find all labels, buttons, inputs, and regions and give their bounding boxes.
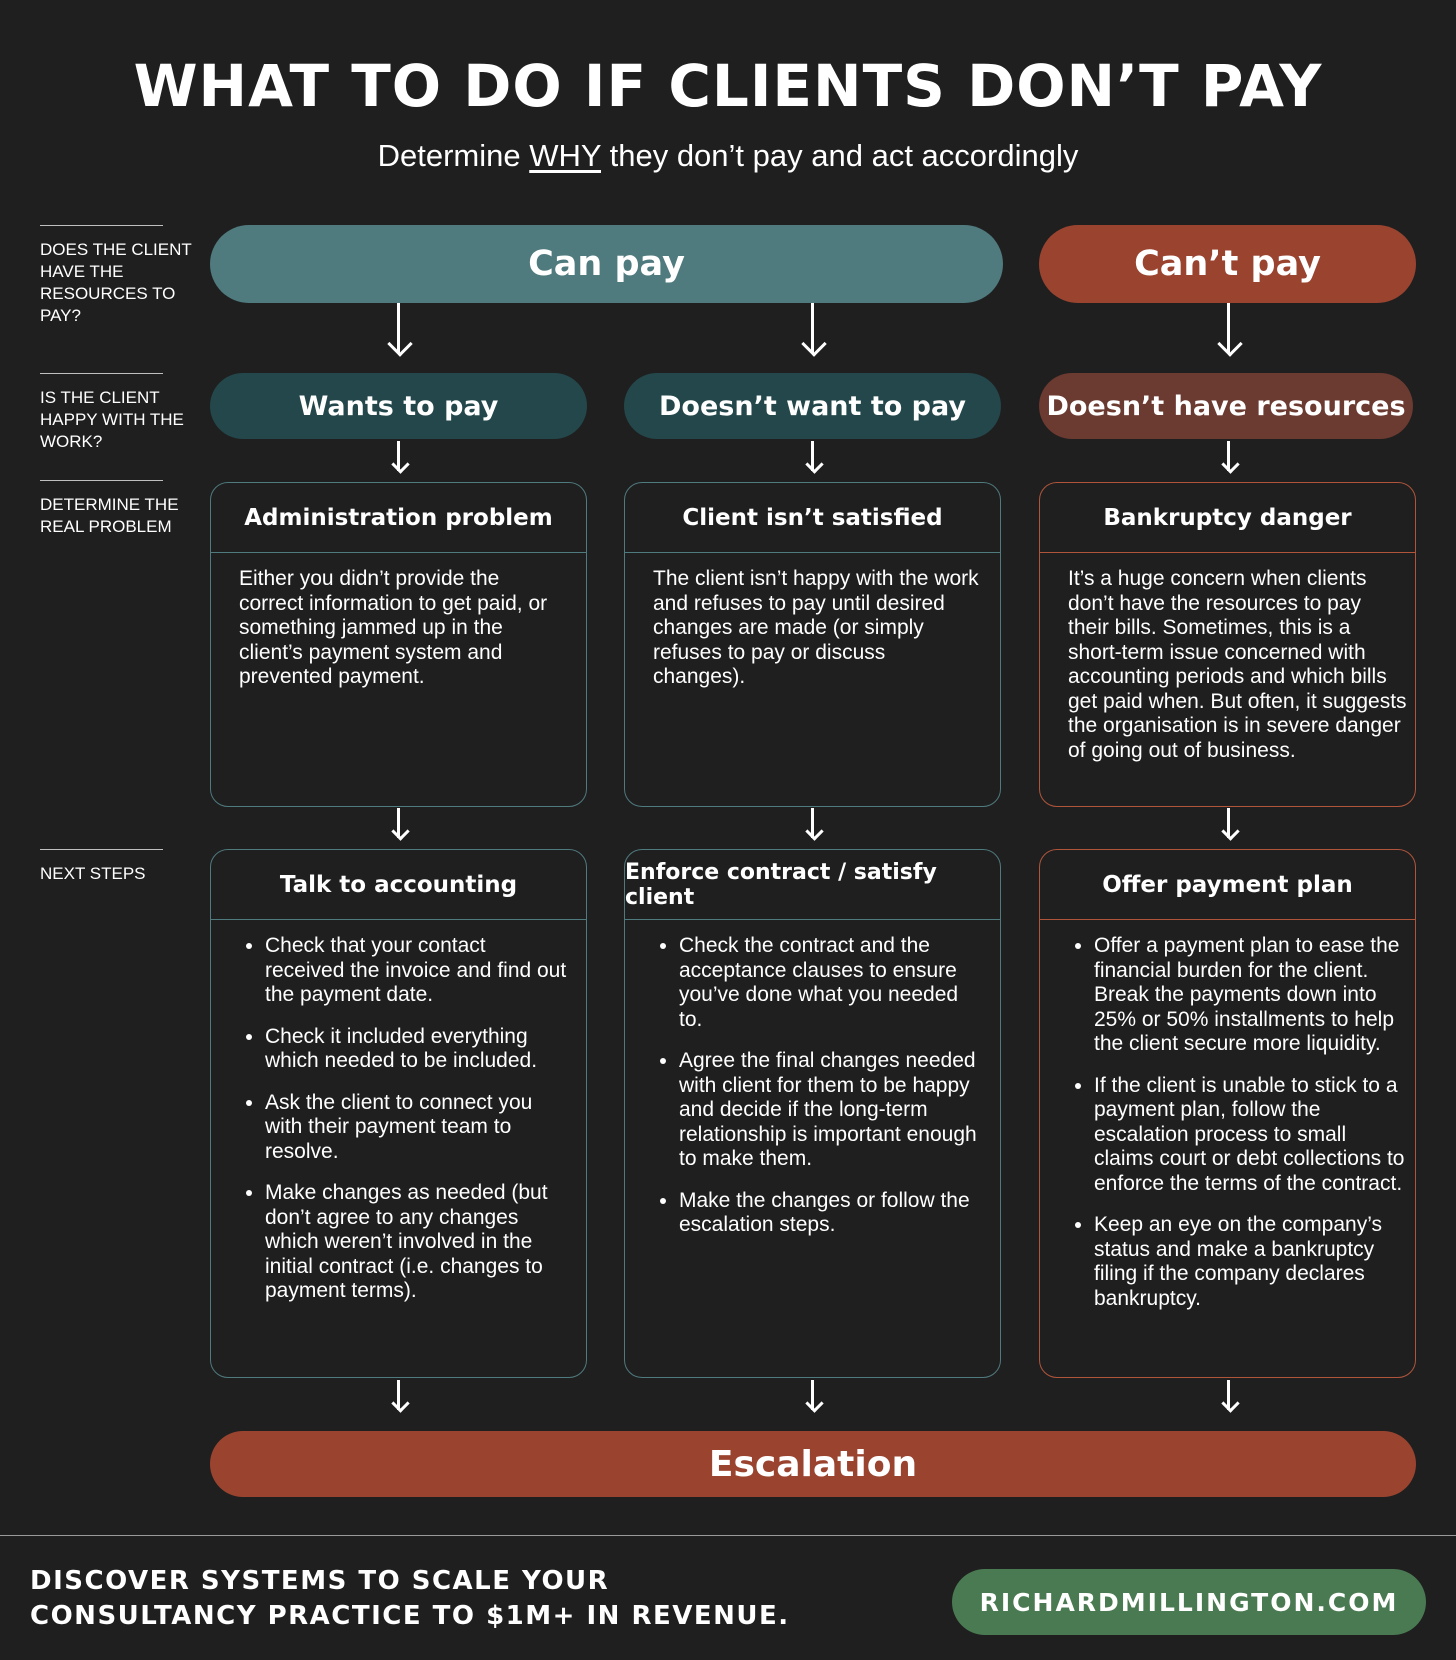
step-item: • Check it included everything which needed to be included.: [265, 1025, 568, 1074]
arrow-down-icon: [397, 1380, 400, 1410]
step-item: • Offer a payment plan to ease the financial burden for the client. Break the payments down into 25% or 50% installments to help the client secure more liquidity.: [1094, 934, 1405, 1057]
row-label-problem: DETERMINE THE REAL PROBLEM: [40, 494, 200, 538]
page-subtitle: [0, 138, 1456, 174]
step-card-accounting: [210, 849, 587, 1378]
step-item: • If the client is unable to stick to a payment plan, follow the escalation process to small claims court or debt collections to enforce the terms of the contract.: [1094, 1074, 1405, 1197]
step-item: • Make the changes or follow the escalation steps.: [679, 1189, 982, 1238]
page-title: WHAT TO DO IF CLIENTS DON’T PAY: [133, 52, 1323, 120]
step-card-title: Talk to accounting: [211, 850, 586, 920]
arrow-down-icon: [811, 303, 814, 353]
step-item: • Check the contract and the acceptance clauses to ensure you’ve done what you needed to.: [679, 934, 982, 1032]
arrow-down-icon: [811, 1380, 814, 1410]
step-card-payment-plan: [1039, 849, 1416, 1378]
problem-card-body: Either you didn’t provide the correct information to get paid, or something jammed up in the client’s payment system and prevented payment.: [239, 567, 548, 688]
arrow-down-icon: [397, 808, 400, 838]
footer-tagline-line1: DISCOVER SYSTEMS TO SCALE YOUR: [30, 1566, 610, 1596]
arrow-down-icon: [1227, 808, 1230, 838]
row-label-next-steps: NEXT STEPS: [40, 863, 200, 885]
row-label-happy: IS THE CLIENT HAPPY WITH THE WORK?: [40, 387, 200, 453]
subtitle-emphasis: WHY: [529, 138, 601, 173]
arrow-down-icon: [1227, 1380, 1230, 1410]
footer-tagline: [30, 1564, 850, 1634]
arrow-down-icon: [1227, 303, 1230, 353]
problem-card-title: Administration problem: [211, 483, 586, 553]
step-item: • Ask the client to connect you with their payment team to resolve.: [265, 1091, 568, 1165]
arrow-down-icon: [397, 441, 400, 471]
problem-card-body: The client isn’t happy with the work and refuses to pay until desired changes are made (or simply refuses to pay or discuss changes).: [653, 567, 979, 688]
arrow-down-icon: [811, 441, 814, 471]
problem-card-title: Bankruptcy danger: [1040, 483, 1415, 553]
website-link[interactable]: RICHARDMILLINGTON.COM: [952, 1569, 1426, 1635]
step-card-title: Offer payment plan: [1040, 850, 1415, 920]
footer-divider: [0, 1535, 1456, 1536]
step-list: [653, 934, 982, 1238]
can-pay-pill: Can pay: [210, 225, 1003, 303]
step-list: [239, 934, 568, 1304]
doesnt-have-resources-pill: Doesn’t have resources: [1039, 373, 1413, 439]
problem-card-title: Client isn’t satisfied: [625, 483, 1000, 553]
step-card-contract: [624, 849, 1001, 1378]
step-item: • Check that your contact received the invoice and find out the payment date.: [265, 934, 568, 1008]
subtitle-after: they don’t pay and act accordingly: [601, 138, 1079, 173]
footer-tagline-line2: CONSULTANCY PRACTICE TO $1M+ IN REVENUE.: [30, 1601, 790, 1631]
problem-card-administration: [210, 482, 587, 807]
step-item: • Make changes as needed (but don’t agree to any changes which weren’t involved in the initial contract (i.e. changes to payment terms).: [265, 1181, 568, 1304]
wants-to-pay-pill: Wants to pay: [210, 373, 587, 439]
escalation-pill: Escalation: [210, 1431, 1416, 1497]
step-list: [1068, 934, 1405, 1311]
arrow-down-icon: [1227, 441, 1230, 471]
problem-card-body: It’s a huge concern when clients don’t have the resources to pay their bills. Sometimes, this is a short-term issue concerned with accounting periods and which bills get paid when. But often, it suggests the organisation is in severe danger of going out of business.: [1068, 567, 1407, 762]
row-label-resources: DOES THE CLIENT HAVE THE RESOURCES TO PAY?: [40, 239, 200, 327]
arrow-down-icon: [811, 808, 814, 838]
step-item: • Keep an eye on the company’s status and make a bankruptcy filing if the company declares bankruptcy.: [1094, 1213, 1405, 1311]
doesnt-want-to-pay-pill: Doesn’t want to pay: [624, 373, 1001, 439]
arrow-down-icon: [397, 303, 400, 353]
cant-pay-pill: Can’t pay: [1039, 225, 1416, 303]
subtitle-before: Determine: [377, 138, 530, 173]
step-card-title: Enforce contract / satisfy client: [625, 850, 1000, 920]
problem-card-satisfaction: [624, 482, 1001, 807]
step-item: • Agree the final changes needed with client for them to be happy and decide if the long-term relationship is important enough to make them.: [679, 1049, 982, 1172]
problem-card-bankruptcy: [1039, 482, 1416, 807]
